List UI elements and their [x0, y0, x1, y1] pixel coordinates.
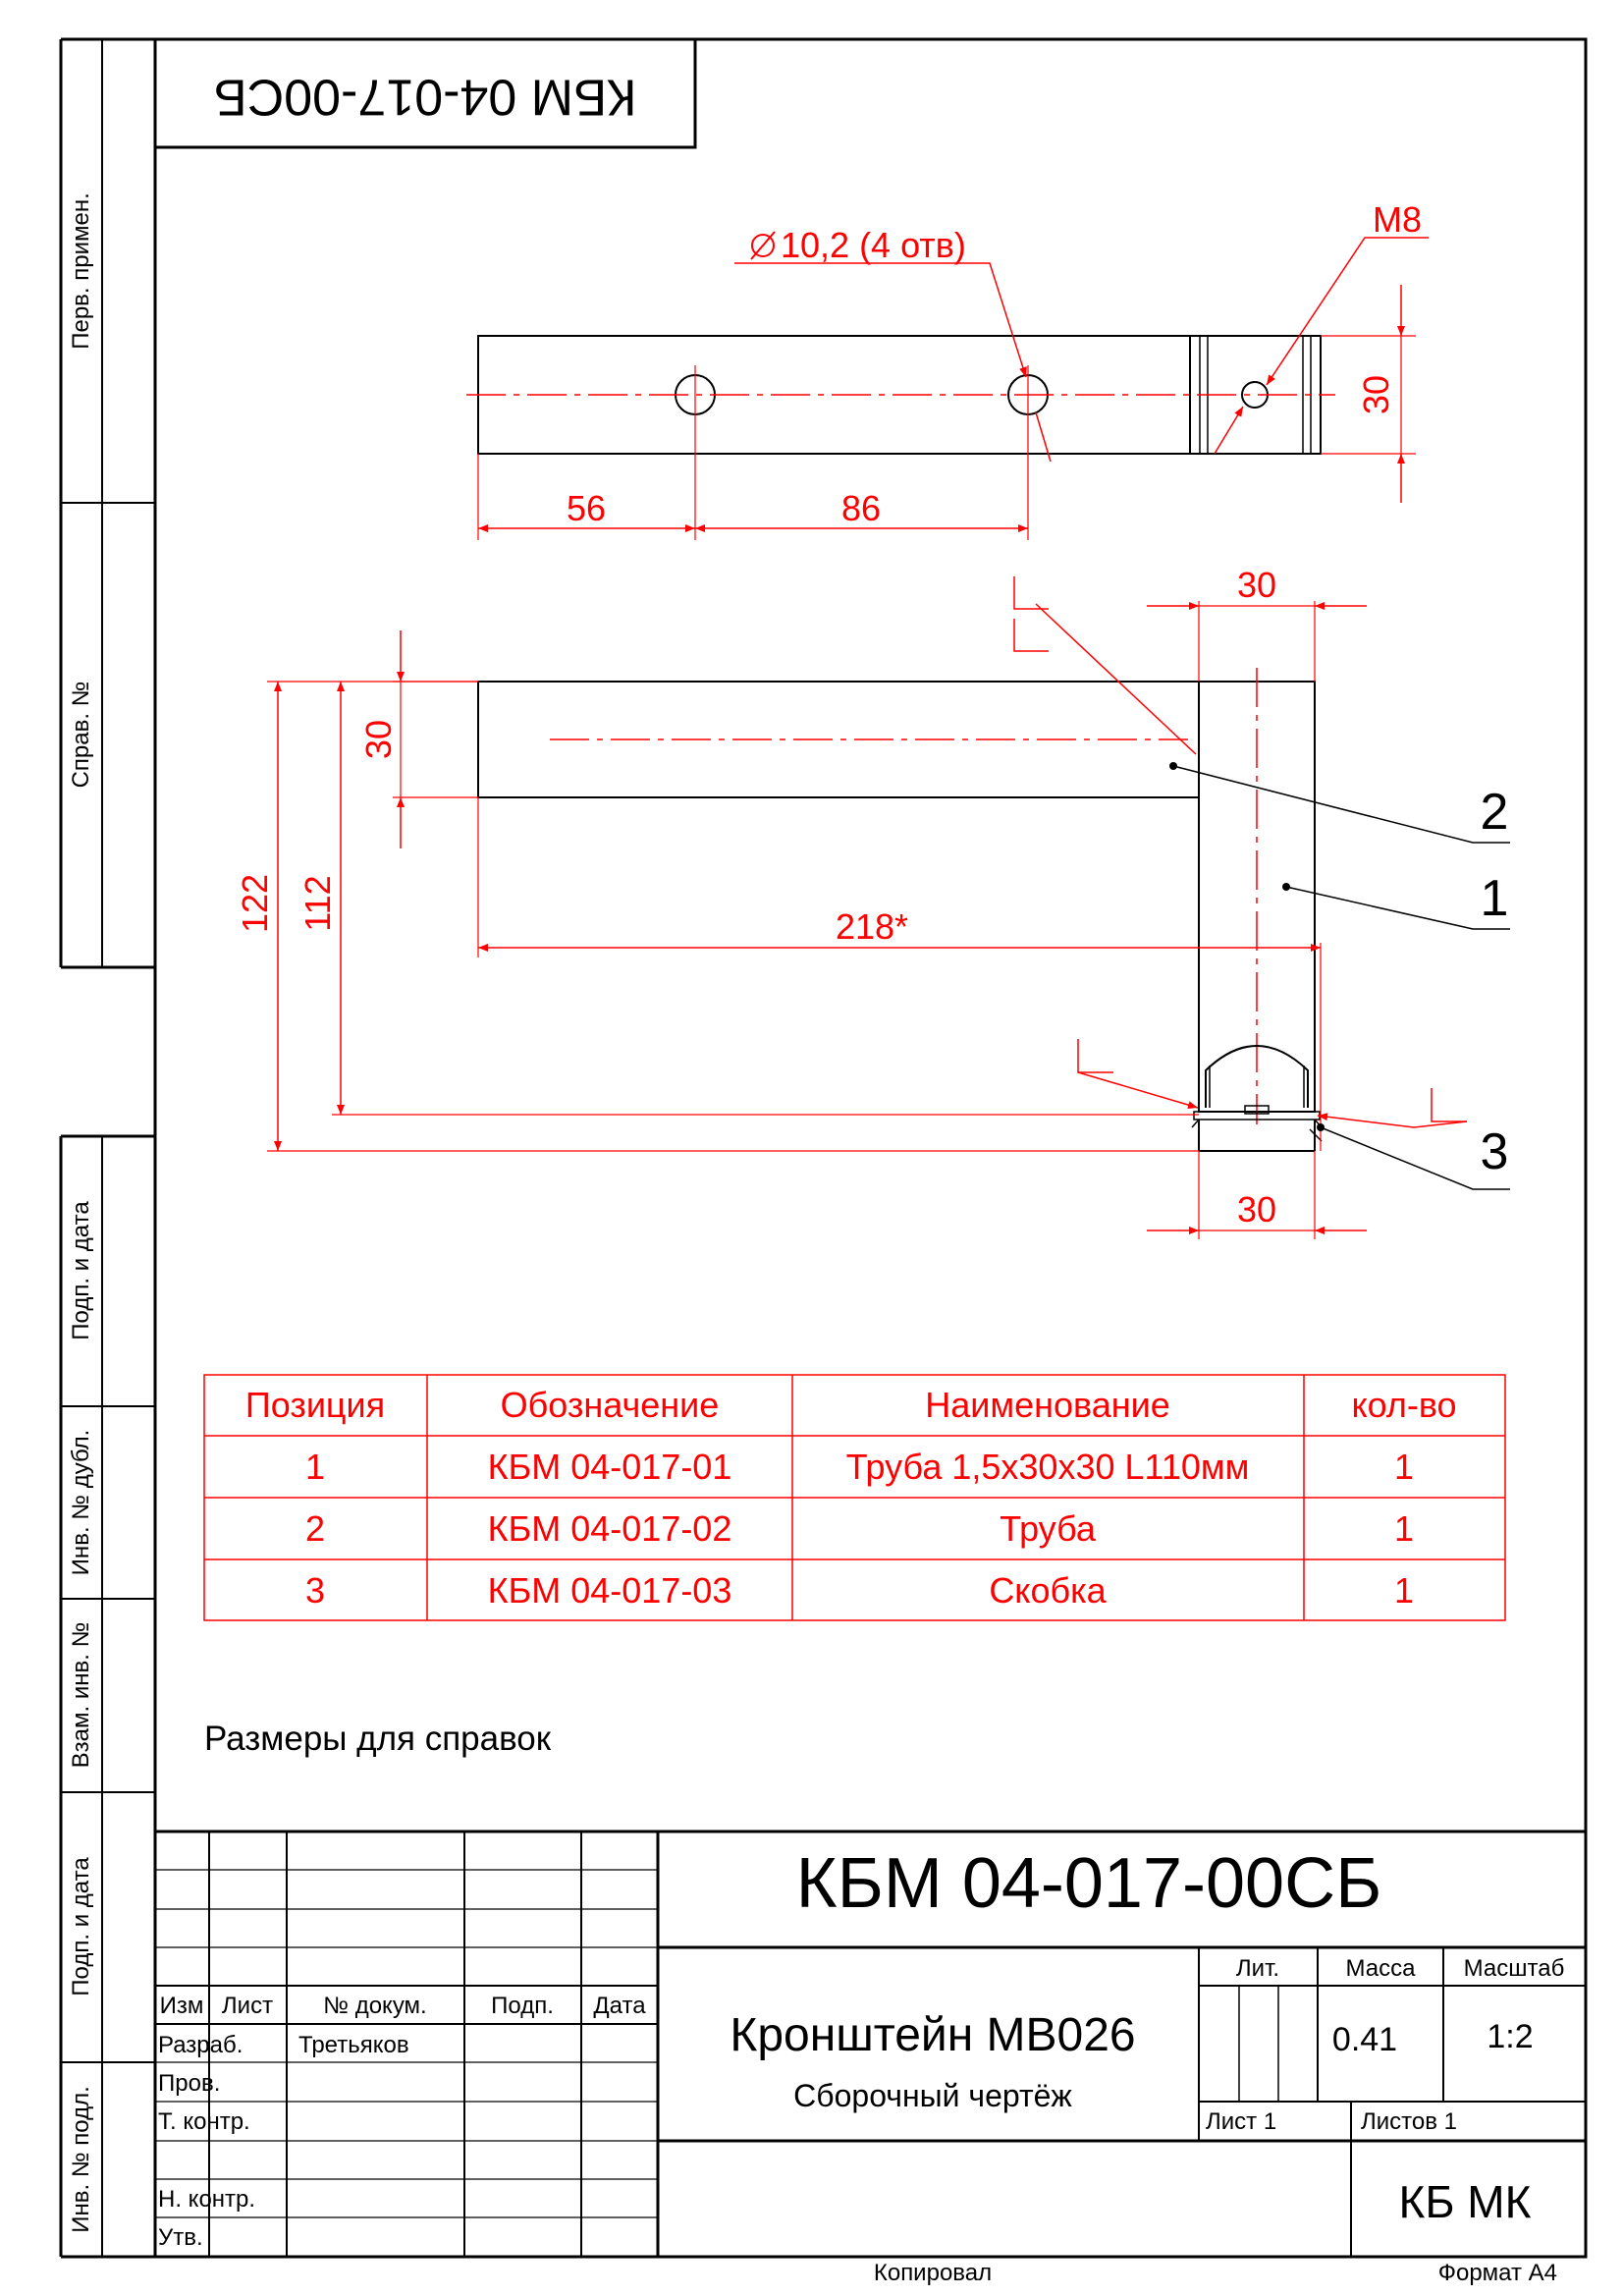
dim-112: 112 — [298, 875, 338, 932]
callout-3 — [1317, 1123, 1510, 1189]
col-list: Лист — [221, 1993, 274, 2019]
col-date: Дата — [593, 1993, 646, 2019]
table-cell: 1 — [304, 1447, 326, 1487]
thread-dimension: М8 — [1373, 199, 1423, 240]
top-stamp — [155, 39, 695, 147]
footer-copied: Копировал — [873, 2260, 993, 2286]
table-cell: 2 — [304, 1508, 326, 1549]
dim-30-left: 30 — [358, 719, 399, 760]
role-checked: Пров. — [158, 2070, 221, 2097]
dim-56: 56 — [566, 488, 607, 528]
label-vzam-inv: Взам. инв. № — [68, 1621, 94, 1769]
label-perv-primen: Перв. примен. — [68, 192, 94, 350]
table-cell: 1 — [1393, 1570, 1415, 1611]
callout-1-label: 1 — [1480, 870, 1509, 927]
front-view — [235, 565, 1510, 1239]
title-block — [155, 1831, 1586, 2257]
footer — [874, 2260, 1557, 2286]
dim-30-bottom: 30 — [1236, 1189, 1277, 1230]
sheet-frame — [61, 39, 1586, 2257]
dim-86: 86 — [840, 488, 882, 528]
developer-name: Третьяков — [298, 2032, 409, 2058]
table-cell: Скобка — [989, 1570, 1107, 1611]
sheet-label: Лист 1 — [1206, 2108, 1277, 2135]
designation: КБМ 04-017-00СБ — [795, 1844, 1382, 1923]
note-reference-dimensions: Размеры для справок — [204, 1720, 552, 1758]
product-name: Кронштейн МВ026 — [730, 2009, 1136, 2061]
table-cell: 1 — [1393, 1447, 1415, 1487]
role-norm-control: Н. контр. — [158, 2186, 256, 2213]
col-izm: Изм — [159, 1993, 204, 2019]
table-cell: КБМ 04-017-03 — [487, 1570, 732, 1611]
table-cell: Труба — [1000, 1508, 1096, 1549]
role-developer: Разраб. — [158, 2032, 243, 2058]
top-view — [466, 199, 1429, 540]
table-cell: 3 — [304, 1570, 326, 1611]
label-inv-podl: Инв. № подл. — [68, 2086, 94, 2233]
col-sign: Подп. — [491, 1993, 554, 2019]
callout-2-label: 2 — [1480, 784, 1509, 841]
top-height-dimension: 30 — [1356, 374, 1396, 415]
sheets-label: Листов 1 — [1361, 2108, 1457, 2135]
callout-3-label: 3 — [1480, 1123, 1509, 1180]
role-approved: Утв. — [158, 2224, 203, 2251]
label-inv-dubl: Инв. № дубл. — [68, 1429, 94, 1576]
table-header-name: Наименование — [925, 1385, 1170, 1425]
col-doc-no: № докум. — [323, 1993, 427, 2019]
table-cell: КБМ 04-017-01 — [487, 1447, 732, 1487]
dim-218: 218* — [835, 906, 909, 947]
table-cell: 1 — [1393, 1508, 1415, 1549]
scale-label: Масштаб — [1463, 1955, 1565, 1982]
label-podp-data-2: Подп. и дата — [68, 1857, 94, 1996]
dim-30-top: 30 — [1236, 565, 1277, 605]
mass-label: Масса — [1345, 1955, 1416, 1982]
mass-value: 0.41 — [1331, 2021, 1398, 2058]
organization: КБ МК — [1398, 2176, 1532, 2227]
callout-2 — [1169, 762, 1510, 843]
table-header-position: Позиция — [244, 1385, 386, 1425]
doc-type: Сборочный чертёж — [793, 2078, 1072, 2113]
weld-symbol-top — [1014, 576, 1196, 754]
role-tech-control: Т. контр. — [158, 2108, 250, 2135]
footer-format: Формат А4 — [1437, 2260, 1557, 2286]
top-stamp-text: КБМ 04-017-00СБ — [213, 68, 637, 126]
weld-symbol-left — [1078, 1039, 1198, 1108]
label-podp-data-1: Подп. и дата — [68, 1201, 94, 1340]
lit-label: Лит. — [1235, 1955, 1280, 1982]
table-cell: КБМ 04-017-02 — [487, 1508, 732, 1549]
weld-symbol-right — [1318, 1088, 1467, 1127]
table-cell: Труба 1,5х30х30 L110мм — [845, 1447, 1250, 1487]
hole-dimension: 10,2 (4 отв) — [781, 225, 966, 265]
scale-value: 1:2 — [1487, 2018, 1534, 2055]
parts-table — [204, 1375, 1505, 1620]
dim-122: 122 — [235, 873, 275, 934]
side-labels — [68, 192, 94, 2233]
table-header-designation: Обозначение — [500, 1385, 720, 1425]
table-header-qty: кол-во — [1351, 1385, 1457, 1425]
callout-1 — [1282, 870, 1510, 929]
label-sprav-no: Справ. № — [68, 681, 94, 789]
